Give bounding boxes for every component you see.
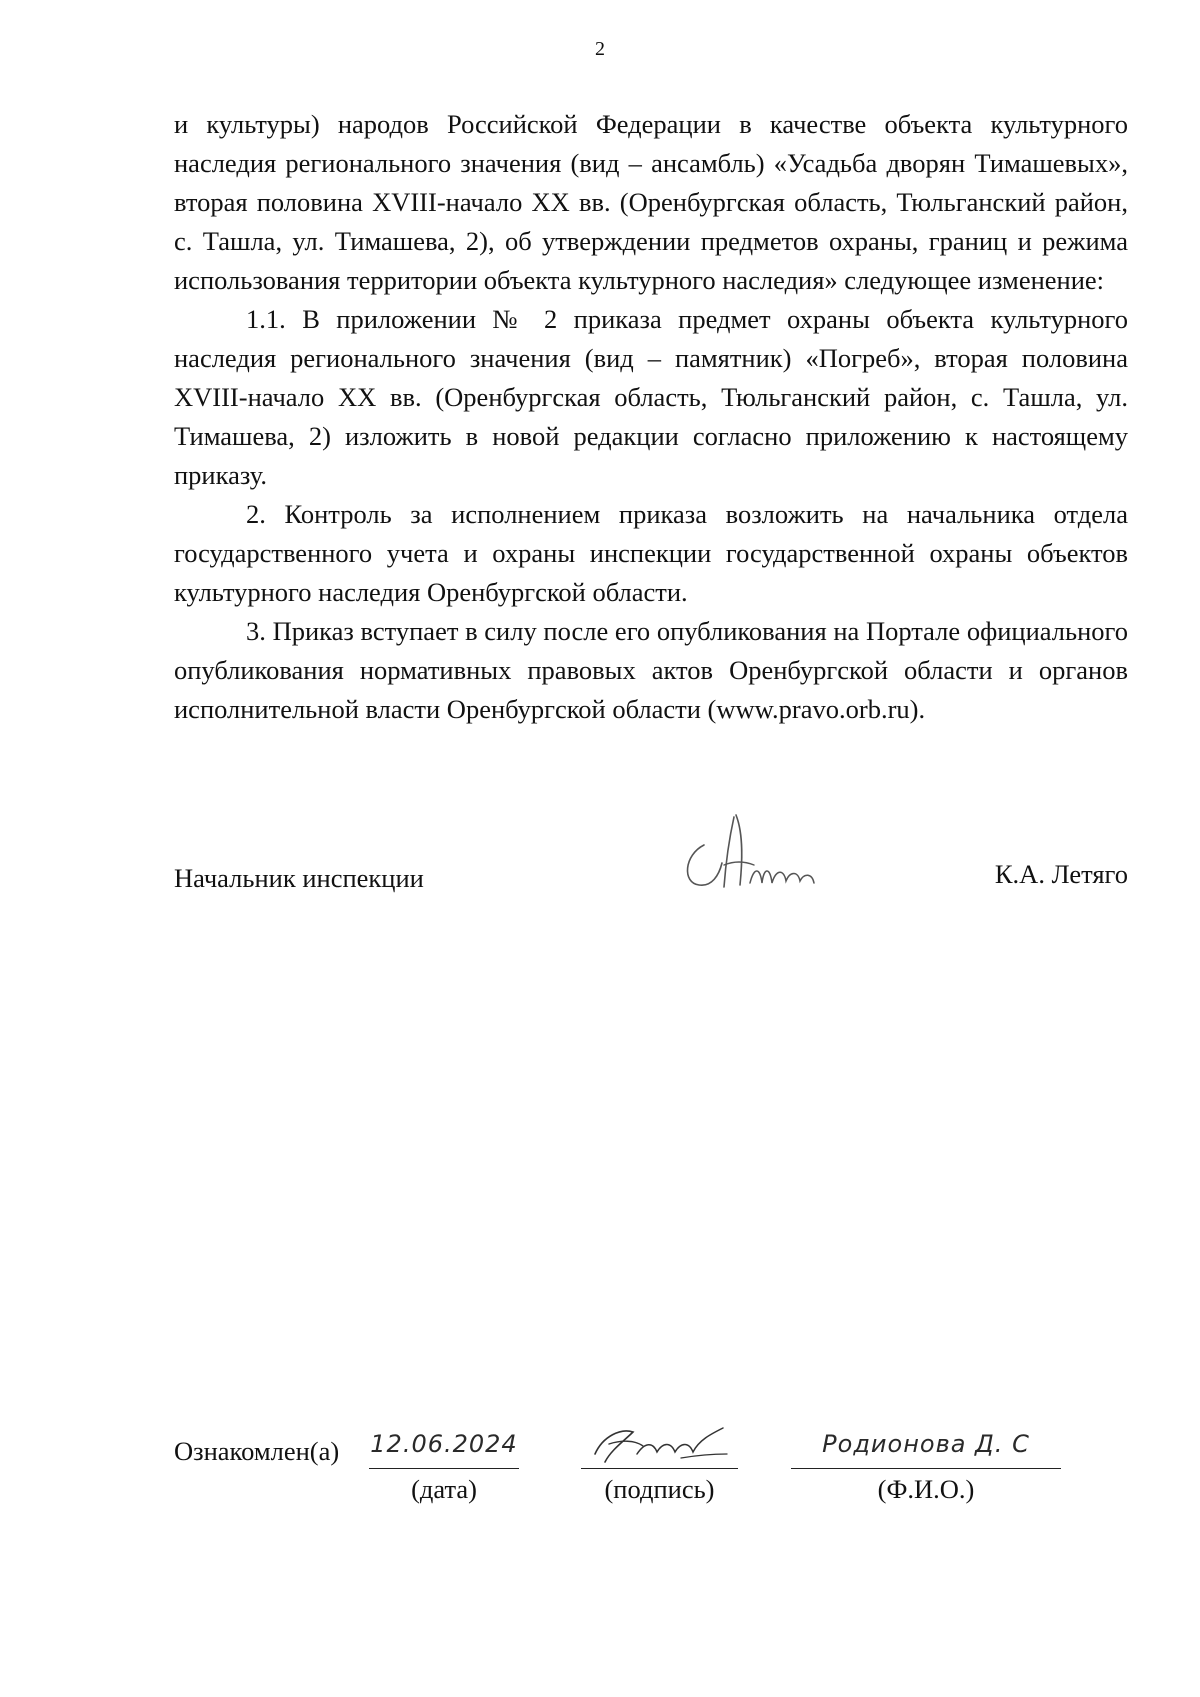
acknowledgement-date-value: 12.06.2024: [370, 1430, 518, 1458]
signature-caption: (подпись): [604, 1474, 715, 1504]
handwritten-signature: [664, 805, 844, 905]
acknowledgement-fio-value: Родионова Д. С: [822, 1430, 1030, 1458]
signature-underline: [581, 1468, 738, 1469]
date-caption: (дата): [411, 1474, 477, 1504]
signer-name: К.А. Летяго: [994, 859, 1128, 889]
acknowledgement-label: Ознакомлен(а): [174, 1436, 340, 1466]
document-body: [174, 105, 1128, 729]
acknowledgement-signature: [581, 1414, 738, 1470]
signature-block: [174, 855, 1128, 915]
paragraph-1-1: 1.1. В приложении № 2 приказа предмет охраны объекта культурного наследия регионального значения (вид – памятник) «Погреб», вторая половина XVIII-начало XX вв. (Оренбургская область, Тюльганский район, с. Ташла, ул. Тимашева, 2) изложить в новой редакции согласно приложению к настоящему приказу.: [174, 304, 1128, 490]
fio-caption: (Ф.И.О.): [877, 1474, 975, 1504]
paragraph-continuation: и культуры) народов Российской Федерации в качестве объекта культурного наследия регионального значения (вид – ансамбль) «Усадьба дворян Тимашевых», вторая половина XVIII-начало XX вв. (Оренбургская область, Тюльганский район, с. Ташла, ул. Тимашева, 2), об утверждении предметов охраны, границ и режима использования территории объекта культурного наследия» следующее изменение:: [174, 109, 1128, 295]
signer-position: Начальник инспекции: [174, 863, 424, 893]
acknowledgement-block: [174, 1418, 1134, 1528]
page-number: 2: [595, 38, 605, 60]
paragraph-2: 2. Контроль за исполнением приказа возложить на начальника отдела государственного учета и охраны инспекции государственной охраны объектов культурного наследия Оренбургской области.: [174, 499, 1128, 607]
fio-underline: [791, 1468, 1061, 1469]
paragraph-3: 3. Приказ вступает в силу после его опубликования на Портале официального опубликования нормативных правовых актов Оренбургской области и органов исполнительной власти Оренбургской области (www.pravo.orb.ru).: [174, 616, 1128, 724]
date-underline: [369, 1468, 519, 1469]
